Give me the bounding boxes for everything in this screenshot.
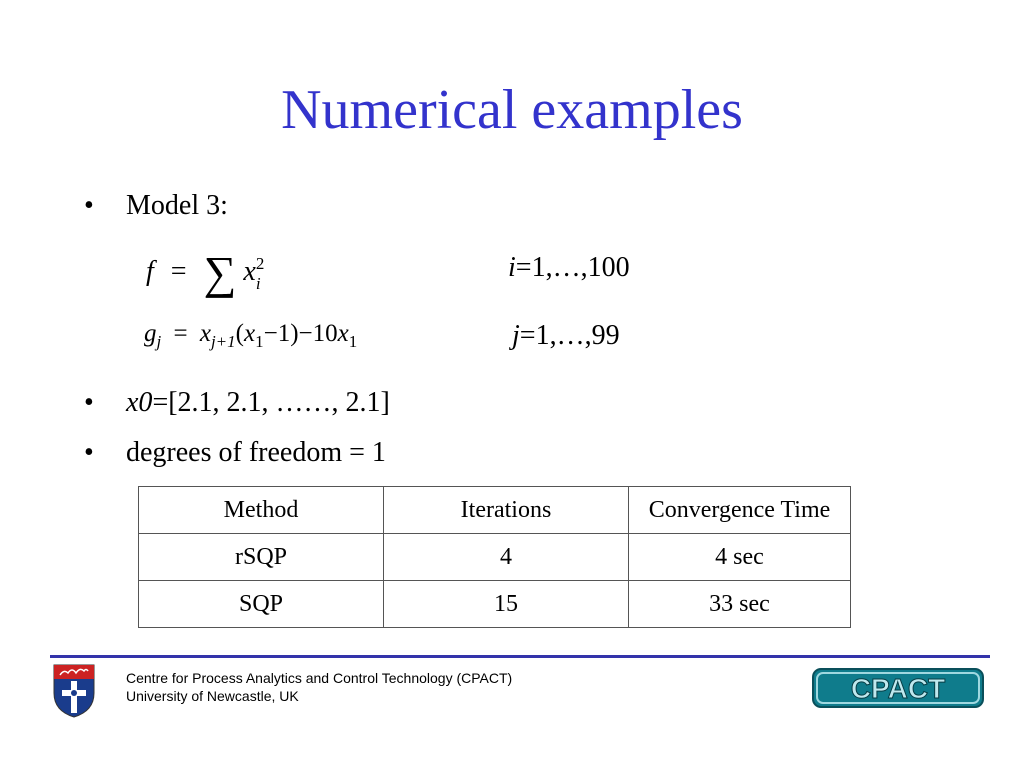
eq2-xsub: j+1: [210, 332, 236, 351]
cell-time: 4 sec: [629, 534, 851, 581]
results-table: [138, 486, 851, 628]
eq1-sub: i: [255, 274, 261, 293]
sum-symbol: ∑: [203, 247, 237, 298]
eq2-g: g: [144, 320, 157, 347]
bullet-dof: [84, 437, 386, 469]
eq1-equals: =: [170, 256, 187, 287]
eq2-x1sub: 1: [255, 332, 264, 351]
footer-divider: [50, 655, 990, 658]
eq1-lhs: f: [146, 256, 154, 287]
header-iterations: Iterations: [384, 487, 629, 534]
eq2-x1: x: [243, 320, 256, 347]
footer-text: [126, 669, 512, 705]
objective-equation: [146, 246, 270, 299]
cell-method: SQP: [139, 581, 384, 628]
header-convergence-time: Convergence Time: [629, 487, 851, 534]
range2-text: =1,…,99: [519, 320, 620, 351]
table-row: [139, 581, 851, 628]
bullet-marker: •: [84, 387, 94, 418]
eq2-x2sub: 1: [348, 332, 358, 351]
eq2-x: x: [199, 320, 211, 347]
eq2-rest: −1)−10: [263, 320, 338, 347]
footer-org: Centre for Process Analytics and Control Technology (CPACT): [126, 670, 513, 686]
eq2-x2: x: [337, 320, 349, 347]
bullet-x0-value: =[2.1, 2.1, ……, 2.1]: [152, 387, 390, 418]
cell-time: 33 sec: [629, 581, 851, 628]
cpact-logo: [812, 668, 984, 708]
eq1-sup: 2: [255, 254, 265, 273]
cell-iterations: 15: [384, 581, 629, 628]
bullet-x0-label: x0: [126, 387, 153, 418]
cpact-logo-text: CPACT: [850, 673, 946, 704]
bullet-model-text: Model 3:: [126, 190, 228, 221]
university-crest-icon: [52, 663, 96, 719]
range1-text: =1,…,100: [515, 252, 630, 283]
bullet-marker: •: [84, 437, 94, 468]
eq2-gsub: j: [156, 332, 162, 351]
objective-range: [508, 252, 630, 284]
bullet-initial-point: [84, 387, 390, 419]
slide-title: Numerical examples: [281, 79, 743, 141]
cell-iterations: 4: [384, 534, 629, 581]
footer-university: University of Newcastle, UK: [126, 688, 299, 704]
constraint-range: [512, 320, 620, 352]
cell-method: rSQP: [139, 534, 384, 581]
table-row: [139, 534, 851, 581]
eq1-var: x: [243, 256, 256, 287]
eq2-equals: =: [173, 320, 188, 347]
header-method: Method: [139, 487, 384, 534]
range1-var: i: [508, 252, 516, 283]
bullet-dof-text: degrees of freedom = 1: [126, 437, 386, 468]
table-header-row: [139, 487, 851, 534]
bullet-model: [84, 190, 228, 222]
range2-var: j: [512, 320, 520, 351]
bullet-marker: •: [84, 190, 94, 221]
constraint-equation: [144, 320, 357, 352]
eq2-paren: (: [235, 320, 244, 347]
